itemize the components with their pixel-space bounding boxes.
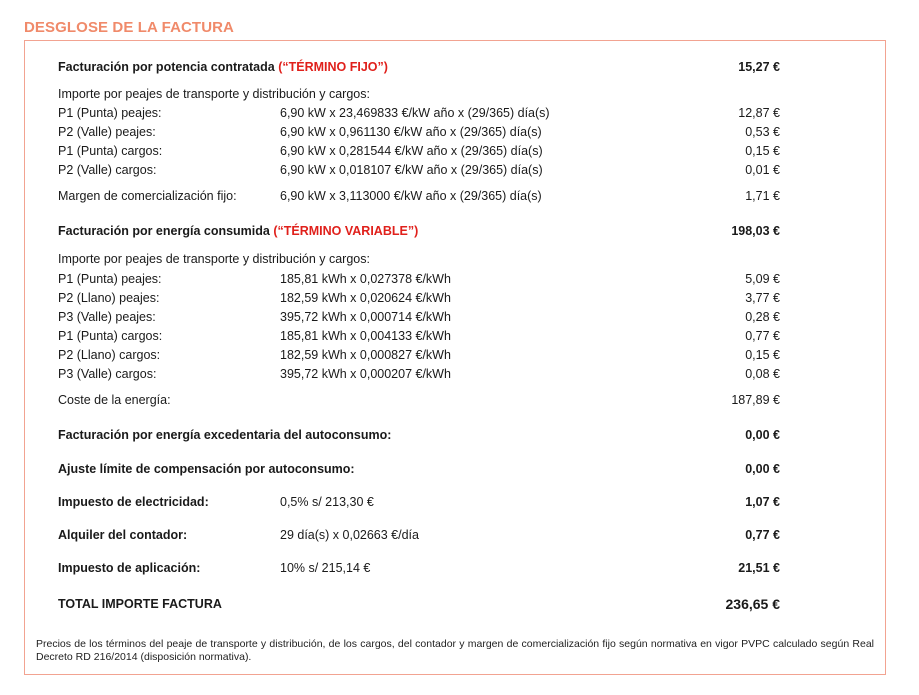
fixed-line — [58, 123, 780, 141]
line-detail: 182,59 kWh x 0,020624 €/kWh — [280, 291, 451, 305]
line-amount: 0,28 € — [745, 310, 780, 324]
line-amount: 0,08 € — [745, 367, 780, 381]
line-amount: 12,87 € — [738, 106, 780, 120]
application-tax-detail: 10% s/ 215,14 € — [280, 561, 371, 575]
line-label: P1 (Punta) peajes: — [58, 272, 162, 286]
variable-term-header — [58, 222, 780, 240]
grand-total-label: TOTAL IMPORTE FACTURA — [58, 597, 222, 611]
meter-rental-amount: 0,77 € — [745, 528, 780, 542]
line-detail: 6,90 kW x 23,469833 €/kW año x (29/365) día(s) — [280, 106, 550, 120]
meter-rental-label: Alquiler del contador: — [58, 528, 188, 542]
electricity-tax-row — [58, 493, 780, 511]
surplus-amount: 0,00 € — [745, 428, 780, 442]
fixed-term-header — [58, 58, 780, 76]
energy-cost-row — [58, 391, 780, 409]
meter-rental-detail: 29 día(s) x 0,02663 €/día — [280, 528, 419, 542]
energy-cost-label: Coste de la energía: — [58, 393, 171, 407]
fixed-line — [58, 104, 780, 122]
electricity-tax-label: Impuesto de electricidad: — [58, 495, 209, 509]
line-label: P3 (Valle) cargos: — [58, 367, 157, 381]
compensation-label: Ajuste límite de compensación por autoconsumo: — [58, 462, 355, 476]
line-amount: 0,15 € — [745, 144, 780, 158]
line-detail: 6,90 kW x 0,961130 €/kW año x (29/365) día(s) — [280, 125, 542, 139]
footnote: Precios de los términos del peaje de transporte y distribución, de los cargos, del contador y margen de comercialización fijo según normativa en vigor PVPC calculado según Real Decreto RD 216/2014 (disposición normativa). — [36, 638, 874, 663]
electricity-tax-amount: 1,07 € — [745, 495, 780, 509]
application-tax-label: Impuesto de aplicación: — [58, 561, 201, 575]
variable-subheading-row — [58, 250, 780, 268]
grand-total-row — [58, 595, 780, 613]
variable-line — [58, 346, 780, 364]
line-detail: 185,81 kWh x 0,004133 €/kWh — [280, 329, 451, 343]
fixed-margin-row — [58, 187, 780, 205]
application-tax-row — [58, 559, 780, 577]
compensation-row — [58, 460, 780, 478]
line-amount: 0,15 € — [745, 348, 780, 362]
fixed-term-total: 15,27 € — [738, 60, 780, 74]
variable-term-total: 198,03 € — [731, 224, 780, 238]
fixed-term-highlight: (“TÉRMINO FIJO”) — [278, 60, 388, 74]
fixed-line — [58, 142, 780, 160]
line-label: P3 (Valle) peajes: — [58, 310, 156, 324]
variable-line — [58, 270, 780, 288]
variable-line — [58, 365, 780, 383]
variable-line — [58, 308, 780, 326]
variable-line — [58, 327, 780, 345]
variable-term-title: Facturación por energía consumida (“TÉRMINO VARIABLE”) — [58, 224, 419, 238]
meter-rental-row — [58, 526, 780, 544]
line-amount: 5,09 € — [745, 272, 780, 286]
line-detail: 182,59 kWh x 0,000827 €/kWh — [280, 348, 451, 362]
margin-detail: 6,90 kW x 3,113000 €/kW año x (29/365) día(s) — [280, 189, 542, 203]
line-label: P2 (Valle) cargos: — [58, 163, 157, 177]
line-detail: 185,81 kWh x 0,027378 €/kWh — [280, 272, 451, 286]
line-label: P2 (Valle) peajes: — [58, 125, 156, 139]
line-label: P1 (Punta) cargos: — [58, 144, 163, 158]
surplus-row — [58, 426, 780, 444]
fixed-line — [58, 161, 780, 179]
margin-label: Margen de comercialización fijo: — [58, 189, 237, 203]
line-label: P2 (Llano) cargos: — [58, 348, 161, 362]
variable-line — [58, 289, 780, 307]
line-amount: 3,77 € — [745, 291, 780, 305]
line-detail: 395,72 kWh x 0,000714 €/kWh — [280, 310, 451, 324]
grand-total-amount: 236,65 € — [725, 596, 780, 612]
fixed-term-title: Facturación por potencia contratada (“TÉRMINO FIJO”) — [58, 60, 388, 74]
line-detail: 6,90 kW x 0,281544 €/kW año x (29/365) día(s) — [280, 144, 543, 158]
compensation-amount: 0,00 € — [745, 462, 780, 476]
line-amount: 0,01 € — [745, 163, 780, 177]
electricity-tax-detail: 0,5% s/ 213,30 € — [280, 495, 374, 509]
variable-term-highlight: (“TÉRMINO VARIABLE”) — [273, 224, 419, 238]
margin-amount: 1,71 € — [745, 189, 780, 203]
line-amount: 0,53 € — [745, 125, 780, 139]
variable-subheading: Importe por peajes de transporte y distribución y cargos: — [58, 252, 370, 266]
line-amount: 0,77 € — [745, 329, 780, 343]
energy-cost-amount: 187,89 € — [731, 393, 780, 407]
line-detail: 395,72 kWh x 0,000207 €/kWh — [280, 367, 451, 381]
line-label: P1 (Punta) peajes: — [58, 106, 162, 120]
line-detail: 6,90 kW x 0,018107 €/kW año x (29/365) día(s) — [280, 163, 543, 177]
line-label: P1 (Punta) cargos: — [58, 329, 163, 343]
surplus-label: Facturación por energía excedentaria del autoconsumo: — [58, 428, 392, 442]
application-tax-amount: 21,51 € — [738, 561, 780, 575]
fixed-subheading: Importe por peajes de transporte y distribución y cargos: — [58, 87, 370, 101]
section-title: DESGLOSE DE LA FACTURA — [24, 19, 234, 36]
line-label: P2 (Llano) peajes: — [58, 291, 160, 305]
fixed-subheading-row — [58, 85, 780, 103]
